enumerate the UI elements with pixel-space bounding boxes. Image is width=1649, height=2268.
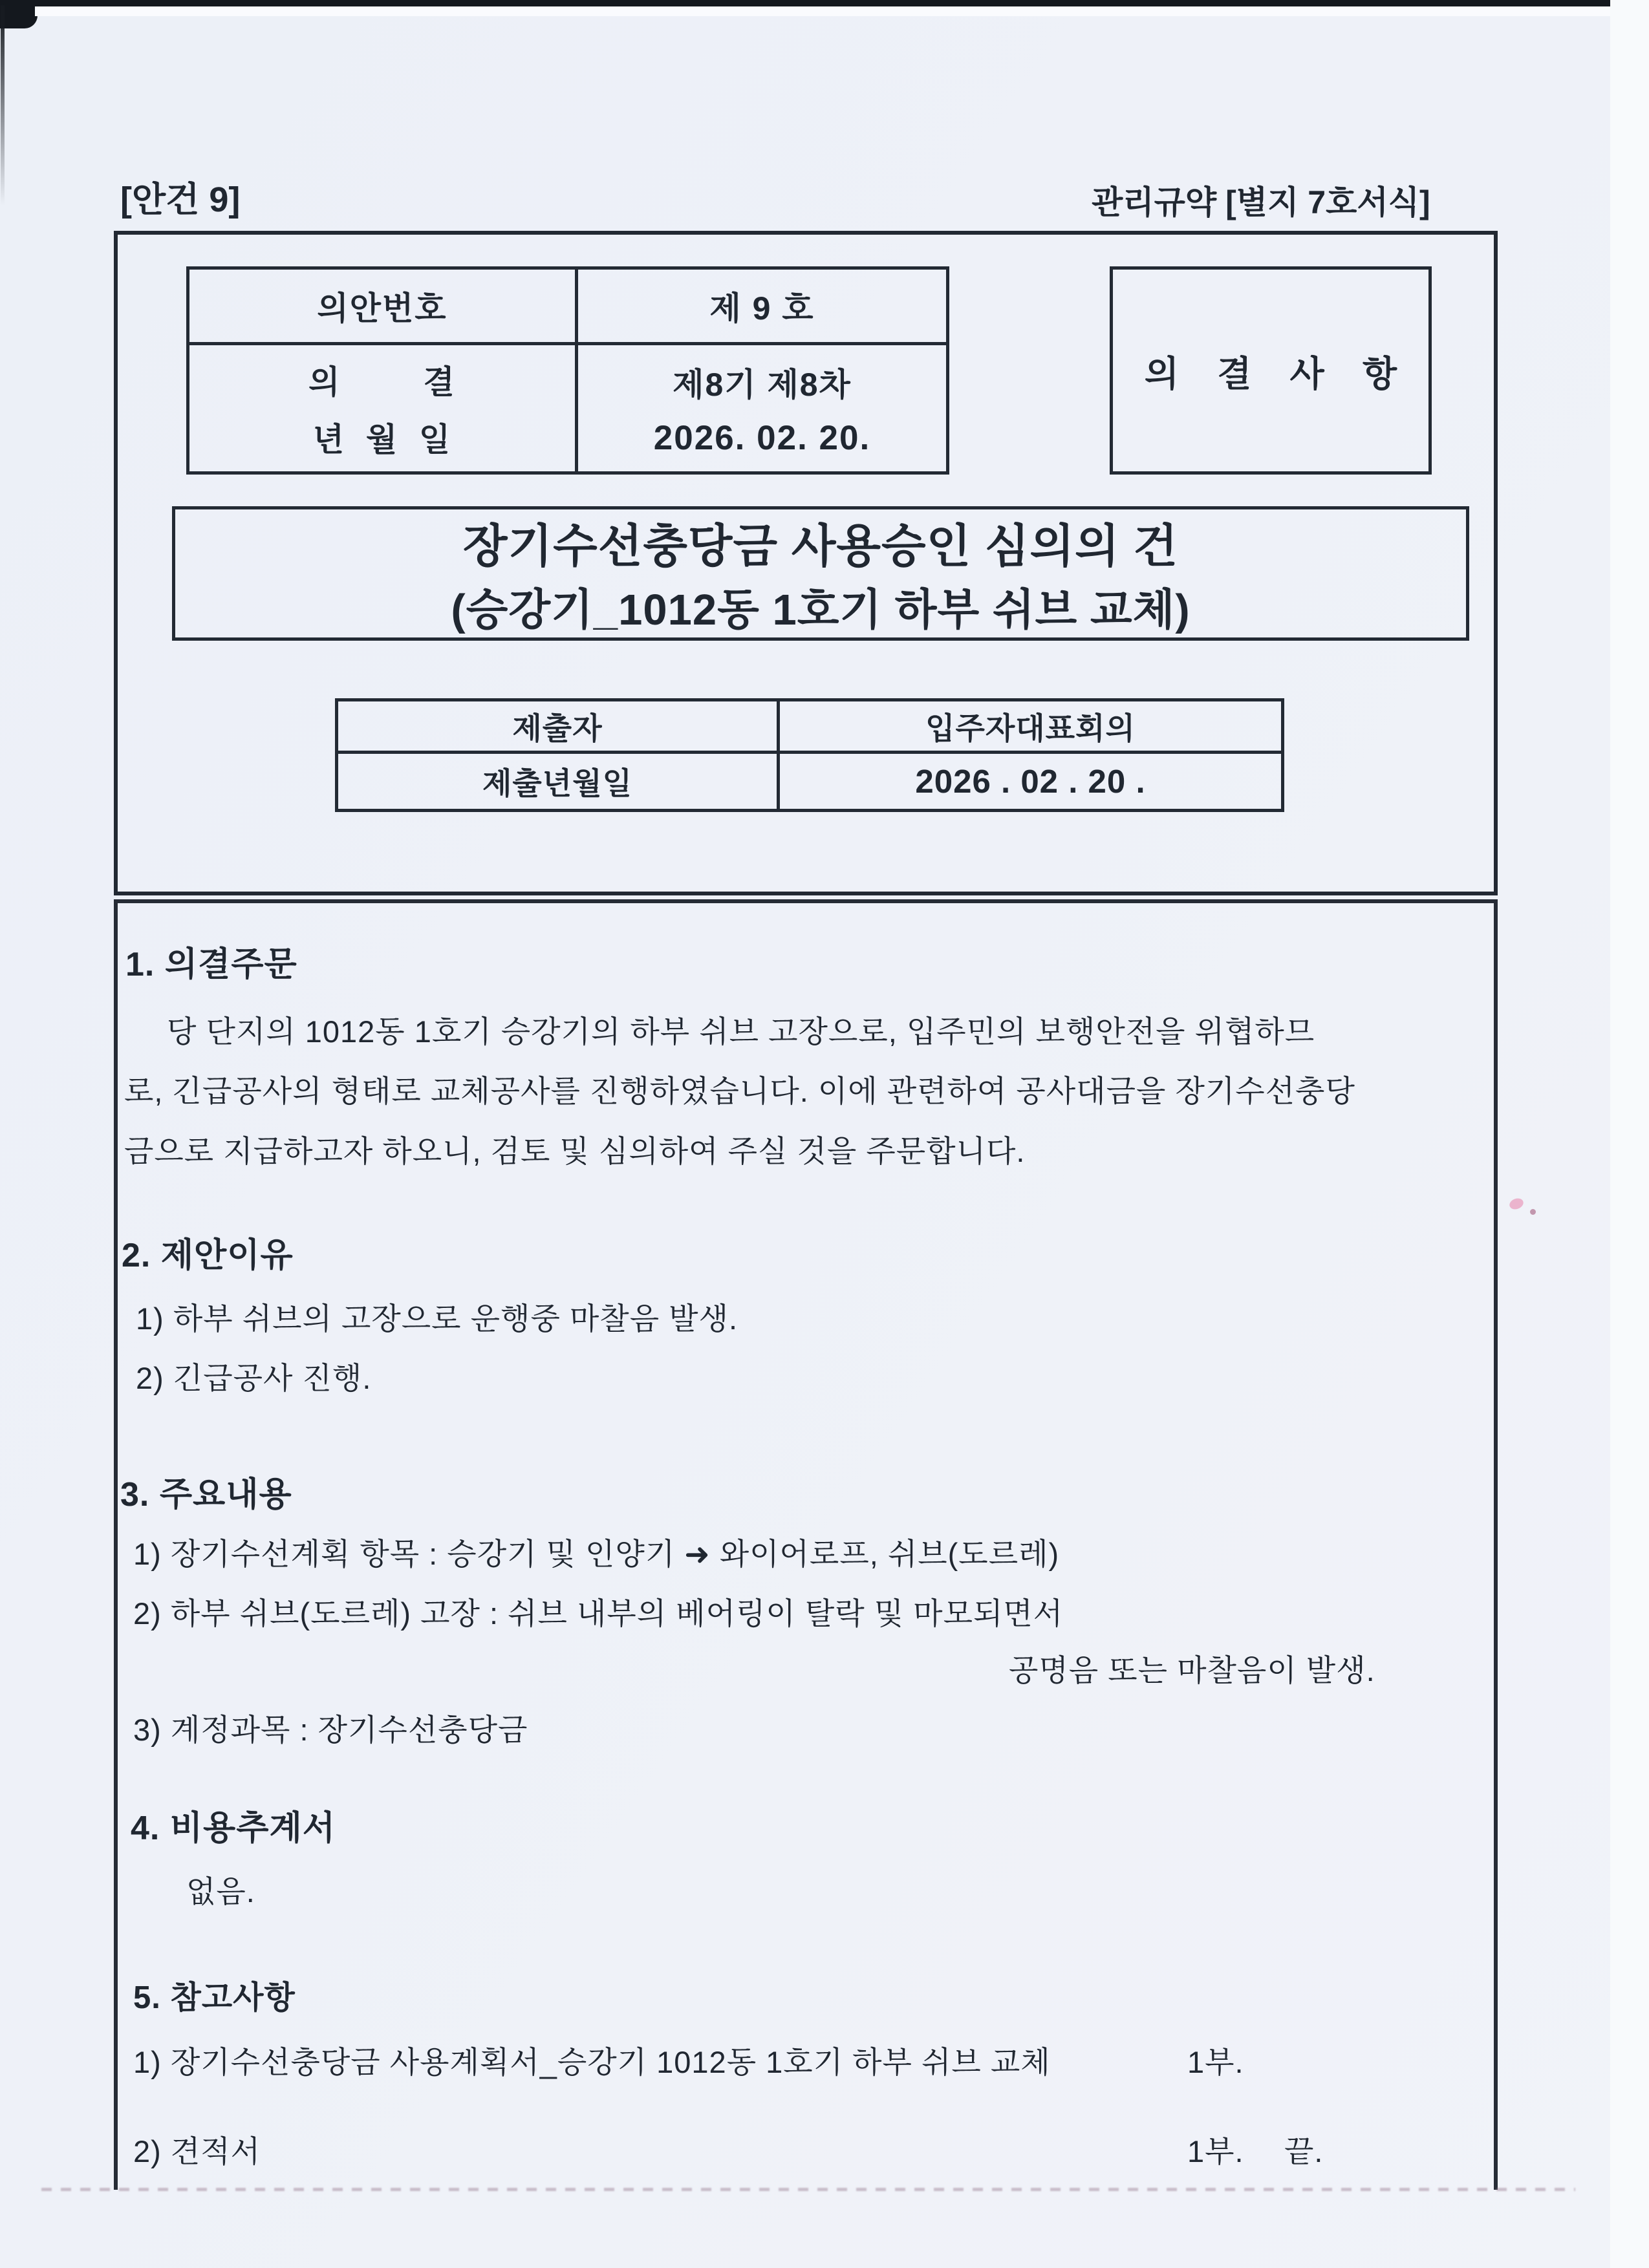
- section3-item3: 3) 계정과목 : 장기수선충당금: [133, 1713, 528, 1747]
- faint-scan-line: [41, 2188, 1575, 2191]
- resolution-date-value-cell: [578, 345, 946, 471]
- section3-heading: 3. 주요내용: [120, 1476, 292, 1514]
- agenda-title-box: [172, 506, 1469, 641]
- section2-item1: 1) 하부 쉬브의 고장으로 운행중 마찰음 발생.: [136, 1301, 738, 1336]
- section5-item1-count: 1부.: [1187, 2045, 1244, 2079]
- submit-date-label-cell: 제출년월일: [338, 754, 780, 809]
- resolution-matter-box: 의 결 사 항: [1110, 266, 1432, 475]
- section1-heading: 1. 의결주문: [125, 946, 297, 983]
- agenda-number-label-cell: 의안번호: [189, 270, 578, 345]
- section1-line2: 로, 긴급공사의 형태로 교체공사를 진행하였습니다. 이에 관련하여 공사대금을 장기수선충당: [124, 1074, 1355, 1108]
- section5-item1: 1) 장기수선충당금 사용계획서_승강기 1012동 1호기 하부 쉬브 교체: [133, 2045, 1051, 2079]
- submitter-label-cell: 제출자: [338, 701, 780, 754]
- section1-line3: 금으로 지급하고자 하오니, 검토 및 심의하여 주실 것을 주문합니다.: [124, 1134, 1026, 1168]
- pink-scan-speck: [1508, 1197, 1525, 1212]
- section1-line1: 당 단지의 1012동 1호기 승강기의 하부 쉬브 고장으로, 입주민의 보행안전을 위협하므: [167, 1014, 1315, 1049]
- section4-heading: 4. 비용추계서: [131, 1810, 336, 1847]
- resolution-label-line2: 년 월 일: [312, 422, 452, 458]
- agenda-title-line1: 장기수선충당금 사용승인 심의의 건: [463, 521, 1178, 572]
- section5-heading: 5. 참고사항: [133, 1980, 296, 2015]
- agenda-info-grid: [189, 270, 946, 471]
- section5-end-mark: 끝.: [1284, 2134, 1324, 2168]
- submitter-value-cell: 입주자대표회의: [780, 701, 1281, 754]
- scan-edge-left: [1, 5, 5, 206]
- agenda-number-value-cell: 제 9 호: [578, 270, 946, 345]
- agenda-info-table: [186, 266, 949, 475]
- scan-white-strip: [35, 6, 1610, 16]
- section2-item2: 2) 긴급공사 진행.: [136, 1361, 372, 1395]
- resolution-date: 2026. 02. 20.: [653, 419, 871, 458]
- pink-scan-dot: [1530, 1209, 1536, 1215]
- resolution-date-label-cell: [189, 345, 578, 471]
- submitter-table: [335, 698, 1284, 812]
- section3-item2-continuation: 공명음 또는 마찰음이 발생.: [1009, 1653, 1375, 1687]
- section3-item2: 2) 하부 쉬브(도르레) 고장 : 쉬브 내부의 베어링이 탈락 및 마모되면서: [133, 1596, 1064, 1631]
- section5-item2: 2) 견적서: [133, 2134, 261, 2168]
- scan-edge-top: [0, 0, 1618, 6]
- submitter-grid: [338, 701, 1281, 809]
- agenda-number-tag: [안건 9]: [120, 180, 241, 219]
- section4-line1: 없음.: [186, 1874, 255, 1909]
- regulation-form-tag: 관리규약 [별지 7호서식]: [1092, 184, 1430, 220]
- scan-edge-corner: [0, 0, 38, 28]
- resolution-label-line1: 의 결: [308, 364, 456, 400]
- submit-date-value-cell: 2026 . 02 . 20 .: [915, 763, 1146, 800]
- resolution-session: 제8기 제8차: [673, 366, 852, 403]
- agenda-title-line2: (승강기_1012동 1호기 하부 쉬브 교체): [451, 586, 1191, 634]
- section2-heading: 2. 제안이유: [122, 1237, 294, 1274]
- scan-edge-right: [1610, 0, 1649, 2268]
- section5-item2-count: 1부.: [1187, 2134, 1244, 2168]
- section3-item1: 1) 장기수선계획 항목 : 승강기 및 인양기 ➜ 와이어로프, 쉬브(도르레): [133, 1537, 1060, 1571]
